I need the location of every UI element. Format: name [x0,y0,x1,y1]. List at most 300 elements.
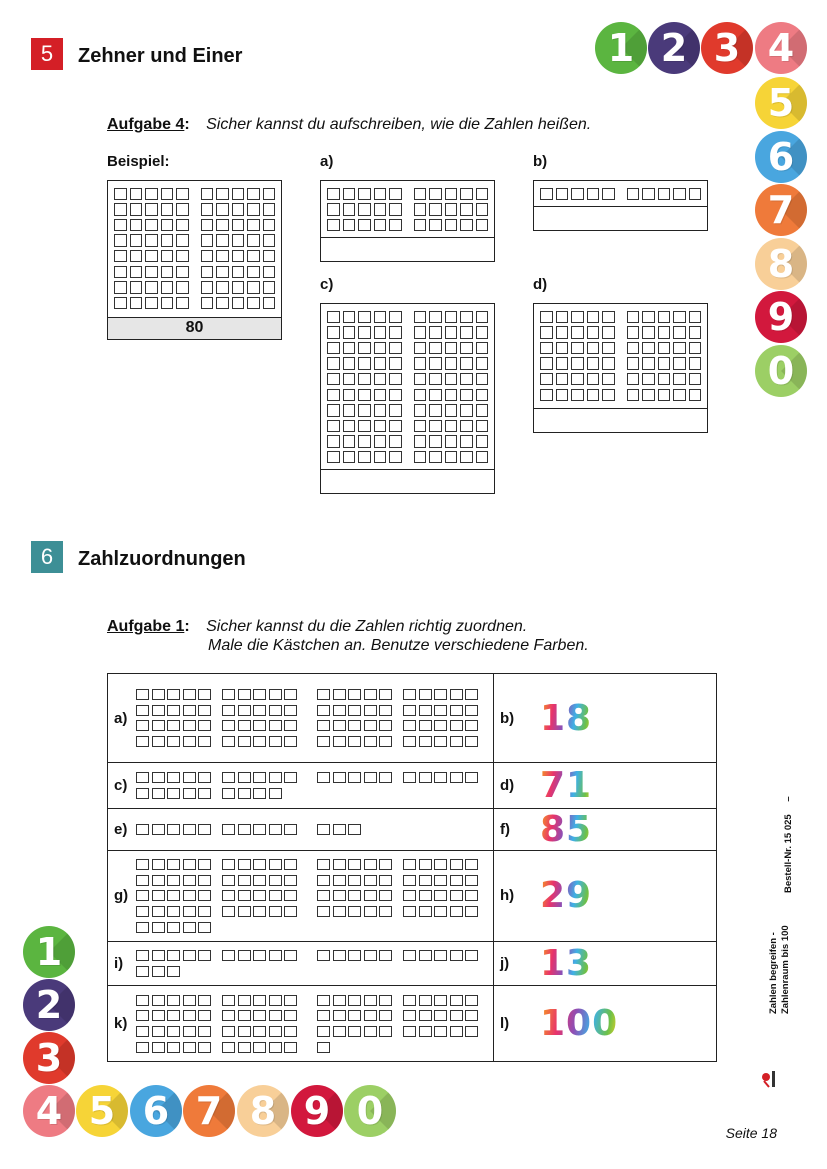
colorable-square[interactable] [450,875,463,886]
colorable-square[interactable] [284,824,297,835]
colorable-square[interactable] [434,950,447,961]
colorable-square[interactable] [198,689,211,700]
colorable-square[interactable] [136,922,149,933]
colorable-square[interactable] [317,890,330,901]
colorable-square[interactable] [167,1042,180,1053]
colorable-square[interactable] [317,1010,330,1021]
colorable-square[interactable] [269,875,282,886]
colorable-square[interactable] [198,720,211,731]
colorable-square[interactable] [152,720,165,731]
colorable-square[interactable] [379,689,392,700]
colorable-square[interactable] [348,772,361,783]
colorable-square[interactable] [152,890,165,901]
colorable-square[interactable] [136,875,149,886]
colorable-square[interactable] [152,950,165,961]
colorable-square[interactable] [465,736,478,747]
colorable-square[interactable] [348,906,361,917]
colorable-square[interactable] [348,1026,361,1037]
colorable-square[interactable] [364,1010,377,1021]
colorable-square[interactable] [284,736,297,747]
colorable-square[interactable] [167,995,180,1006]
colorable-square[interactable] [198,772,211,783]
colorable-square[interactable] [284,950,297,961]
colorable-square[interactable] [222,1010,235,1021]
colorable-square[interactable] [403,1026,416,1037]
colorable-square[interactable] [167,875,180,886]
colorable-square[interactable] [434,736,447,747]
colorable-square[interactable] [419,1026,432,1037]
colorable-square[interactable] [317,1042,330,1053]
colorable-square[interactable] [379,890,392,901]
colorable-square[interactable] [269,720,282,731]
colorable-square[interactable] [364,736,377,747]
colorable-square[interactable] [198,995,211,1006]
colorable-square[interactable] [284,906,297,917]
colorable-square[interactable] [136,1026,149,1037]
colorable-square[interactable] [465,890,478,901]
colorable-square[interactable] [450,906,463,917]
colorable-square[interactable] [333,720,346,731]
colorable-square[interactable] [183,736,196,747]
colorable-square[interactable] [198,906,211,917]
colorable-square[interactable] [284,1026,297,1037]
colorable-square[interactable] [465,995,478,1006]
colorable-square[interactable] [419,995,432,1006]
colorable-square[interactable] [222,890,235,901]
colorable-square[interactable] [269,1026,282,1037]
colorable-square[interactable] [333,859,346,870]
colorable-square[interactable] [450,705,463,716]
colorable-square[interactable] [152,859,165,870]
colorable-square[interactable] [167,1026,180,1037]
colorable-square[interactable] [379,995,392,1006]
colorable-square[interactable] [167,922,180,933]
colorable-square[interactable] [198,950,211,961]
colorable-square[interactable] [136,720,149,731]
colorable-square[interactable] [222,995,235,1006]
colorable-square[interactable] [198,705,211,716]
colorable-square[interactable] [222,788,235,799]
colorable-square[interactable] [238,1026,251,1037]
colorable-square[interactable] [348,1010,361,1021]
colorable-square[interactable] [317,906,330,917]
colorable-square[interactable] [253,772,266,783]
colorable-square[interactable] [317,720,330,731]
colorable-square[interactable] [333,875,346,886]
colorable-square[interactable] [379,950,392,961]
colorable-square[interactable] [253,736,266,747]
colorable-square[interactable] [379,736,392,747]
colorable-square[interactable] [403,1010,416,1021]
colorable-square[interactable] [364,720,377,731]
colorable-square[interactable] [465,1026,478,1037]
colorable-square[interactable] [450,890,463,901]
colorable-square[interactable] [364,950,377,961]
colorable-square[interactable] [434,859,447,870]
colorable-square[interactable] [333,995,346,1006]
colorable-square[interactable] [222,1026,235,1037]
colorable-square[interactable] [136,906,149,917]
answer-field-c[interactable] [321,469,494,493]
colorable-square[interactable] [136,859,149,870]
colorable-square[interactable] [364,995,377,1006]
colorable-square[interactable] [183,890,196,901]
colorable-square[interactable] [198,1010,211,1021]
colorable-square[interactable] [403,906,416,917]
colorable-square[interactable] [450,859,463,870]
colorable-square[interactable] [419,736,432,747]
colorable-square[interactable] [167,720,180,731]
colorable-square[interactable] [253,689,266,700]
colorable-square[interactable] [183,995,196,1006]
colorable-square[interactable] [317,705,330,716]
colorable-square[interactable] [465,772,478,783]
colorable-square[interactable] [364,689,377,700]
colorable-square[interactable] [317,950,330,961]
colorable-square[interactable] [253,995,266,1006]
colorable-square[interactable] [198,922,211,933]
colorable-square[interactable] [403,859,416,870]
colorable-square[interactable] [198,1026,211,1037]
colorable-square[interactable] [284,689,297,700]
colorable-square[interactable] [167,859,180,870]
colorable-square[interactable] [269,824,282,835]
colorable-square[interactable] [379,1010,392,1021]
colorable-square[interactable] [253,824,266,835]
colorable-square[interactable] [183,772,196,783]
colorable-square[interactable] [222,689,235,700]
colorable-square[interactable] [269,772,282,783]
colorable-square[interactable] [136,689,149,700]
colorable-square[interactable] [284,859,297,870]
colorable-square[interactable] [434,1026,447,1037]
colorable-square[interactable] [183,1042,196,1053]
colorable-square[interactable] [269,1010,282,1021]
colorable-square[interactable] [434,1010,447,1021]
colorable-square[interactable] [465,1010,478,1021]
colorable-square[interactable] [152,995,165,1006]
colorable-square[interactable] [284,1042,297,1053]
colorable-square[interactable] [348,859,361,870]
colorable-square[interactable] [434,689,447,700]
colorable-square[interactable] [167,890,180,901]
colorable-square[interactable] [364,772,377,783]
colorable-square[interactable] [222,1042,235,1053]
colorable-square[interactable] [434,705,447,716]
colorable-square[interactable] [136,890,149,901]
colorable-square[interactable] [269,736,282,747]
colorable-square[interactable] [450,720,463,731]
colorable-square[interactable] [136,966,149,977]
colorable-square[interactable] [419,772,432,783]
colorable-square[interactable] [434,890,447,901]
colorable-square[interactable] [238,995,251,1006]
colorable-square[interactable] [450,736,463,747]
colorable-square[interactable] [269,995,282,1006]
colorable-square[interactable] [136,1010,149,1021]
colorable-square[interactable] [167,824,180,835]
colorable-square[interactable] [167,1010,180,1021]
colorable-square[interactable] [238,705,251,716]
colorable-square[interactable] [167,788,180,799]
colorable-square[interactable] [183,788,196,799]
colorable-square[interactable] [419,890,432,901]
colorable-square[interactable] [183,824,196,835]
colorable-square[interactable] [269,890,282,901]
colorable-square[interactable] [152,922,165,933]
colorable-square[interactable] [450,1026,463,1037]
colorable-square[interactable] [379,705,392,716]
colorable-square[interactable] [284,890,297,901]
colorable-square[interactable] [379,1026,392,1037]
colorable-square[interactable] [183,689,196,700]
colorable-square[interactable] [238,875,251,886]
colorable-square[interactable] [198,890,211,901]
colorable-square[interactable] [152,689,165,700]
colorable-square[interactable] [222,906,235,917]
colorable-square[interactable] [419,689,432,700]
colorable-square[interactable] [222,875,235,886]
colorable-square[interactable] [419,1010,432,1021]
colorable-square[interactable] [434,720,447,731]
colorable-square[interactable] [333,950,346,961]
colorable-square[interactable] [348,689,361,700]
colorable-square[interactable] [238,950,251,961]
answer-field-b[interactable] [534,206,707,230]
colorable-square[interactable] [183,1026,196,1037]
colorable-square[interactable] [364,859,377,870]
colorable-square[interactable] [403,875,416,886]
colorable-square[interactable] [419,875,432,886]
colorable-square[interactable] [136,995,149,1006]
colorable-square[interactable] [379,859,392,870]
colorable-square[interactable] [317,875,330,886]
colorable-square[interactable] [348,875,361,886]
colorable-square[interactable] [348,995,361,1006]
colorable-square[interactable] [450,1010,463,1021]
colorable-square[interactable] [348,720,361,731]
colorable-square[interactable] [434,772,447,783]
colorable-square[interactable] [434,906,447,917]
colorable-square[interactable] [222,736,235,747]
colorable-square[interactable] [253,950,266,961]
colorable-square[interactable] [222,859,235,870]
colorable-square[interactable] [198,859,211,870]
colorable-square[interactable] [152,705,165,716]
colorable-square[interactable] [253,1042,266,1053]
colorable-square[interactable] [136,788,149,799]
colorable-square[interactable] [348,824,361,835]
colorable-square[interactable] [403,720,416,731]
colorable-square[interactable] [465,705,478,716]
colorable-square[interactable] [238,736,251,747]
colorable-square[interactable] [465,906,478,917]
colorable-square[interactable] [419,906,432,917]
colorable-square[interactable] [379,720,392,731]
colorable-square[interactable] [403,772,416,783]
colorable-square[interactable] [333,824,346,835]
colorable-square[interactable] [198,788,211,799]
colorable-square[interactable] [379,875,392,886]
answer-field-a[interactable] [321,237,494,261]
colorable-square[interactable] [419,705,432,716]
colorable-square[interactable] [152,788,165,799]
colorable-square[interactable] [167,966,180,977]
colorable-square[interactable] [465,720,478,731]
colorable-square[interactable] [465,950,478,961]
colorable-square[interactable] [167,772,180,783]
colorable-square[interactable] [253,720,266,731]
colorable-square[interactable] [269,906,282,917]
colorable-square[interactable] [183,906,196,917]
colorable-square[interactable] [183,720,196,731]
colorable-square[interactable] [222,772,235,783]
colorable-square[interactable] [183,922,196,933]
colorable-square[interactable] [317,772,330,783]
colorable-square[interactable] [364,1026,377,1037]
colorable-square[interactable] [403,705,416,716]
colorable-square[interactable] [317,689,330,700]
colorable-square[interactable] [450,689,463,700]
colorable-square[interactable] [238,906,251,917]
answer-field-d[interactable] [534,408,707,432]
colorable-square[interactable] [136,736,149,747]
colorable-square[interactable] [238,1010,251,1021]
colorable-square[interactable] [450,995,463,1006]
colorable-square[interactable] [253,859,266,870]
colorable-square[interactable] [167,705,180,716]
colorable-square[interactable] [238,689,251,700]
colorable-square[interactable] [152,736,165,747]
colorable-square[interactable] [136,772,149,783]
colorable-square[interactable] [269,705,282,716]
colorable-square[interactable] [434,995,447,1006]
colorable-square[interactable] [198,1042,211,1053]
colorable-square[interactable] [253,890,266,901]
colorable-square[interactable] [317,824,330,835]
colorable-square[interactable] [238,1042,251,1053]
colorable-square[interactable] [284,720,297,731]
colorable-square[interactable] [253,906,266,917]
colorable-square[interactable] [284,875,297,886]
colorable-square[interactable] [403,995,416,1006]
colorable-square[interactable] [136,705,149,716]
colorable-square[interactable] [152,772,165,783]
colorable-square[interactable] [238,890,251,901]
colorable-square[interactable] [198,736,211,747]
colorable-square[interactable] [183,1010,196,1021]
colorable-square[interactable] [465,689,478,700]
colorable-square[interactable] [152,906,165,917]
colorable-square[interactable] [269,1042,282,1053]
colorable-square[interactable] [284,1010,297,1021]
colorable-square[interactable] [403,736,416,747]
colorable-square[interactable] [238,772,251,783]
colorable-square[interactable] [364,875,377,886]
colorable-square[interactable] [284,772,297,783]
colorable-square[interactable] [198,875,211,886]
colorable-square[interactable] [167,736,180,747]
colorable-square[interactable] [333,890,346,901]
colorable-square[interactable] [238,720,251,731]
colorable-square[interactable] [379,772,392,783]
colorable-square[interactable] [333,906,346,917]
colorable-square[interactable] [238,859,251,870]
colorable-square[interactable] [348,890,361,901]
colorable-square[interactable] [333,689,346,700]
colorable-square[interactable] [253,1010,266,1021]
colorable-square[interactable] [269,859,282,870]
colorable-square[interactable] [253,1026,266,1037]
colorable-square[interactable] [253,705,266,716]
colorable-square[interactable] [419,720,432,731]
colorable-square[interactable] [152,824,165,835]
colorable-square[interactable] [333,736,346,747]
colorable-square[interactable] [317,736,330,747]
colorable-square[interactable] [222,705,235,716]
colorable-square[interactable] [152,966,165,977]
colorable-square[interactable] [348,950,361,961]
colorable-square[interactable] [403,689,416,700]
colorable-square[interactable] [183,950,196,961]
colorable-square[interactable] [136,950,149,961]
colorable-square[interactable] [379,906,392,917]
colorable-square[interactable] [364,906,377,917]
colorable-square[interactable] [152,1042,165,1053]
colorable-square[interactable] [403,890,416,901]
colorable-square[interactable] [450,772,463,783]
colorable-square[interactable] [269,788,282,799]
colorable-square[interactable] [167,689,180,700]
colorable-square[interactable] [450,950,463,961]
colorable-square[interactable] [333,705,346,716]
colorable-square[interactable] [183,875,196,886]
colorable-square[interactable] [167,906,180,917]
colorable-square[interactable] [253,788,266,799]
colorable-square[interactable] [198,824,211,835]
colorable-square[interactable] [364,705,377,716]
colorable-square[interactable] [317,1026,330,1037]
colorable-square[interactable] [317,995,330,1006]
colorable-square[interactable] [152,1010,165,1021]
colorable-square[interactable] [419,950,432,961]
colorable-square[interactable] [419,859,432,870]
colorable-square[interactable] [317,859,330,870]
colorable-square[interactable] [222,824,235,835]
colorable-square[interactable] [333,772,346,783]
colorable-square[interactable] [269,950,282,961]
colorable-square[interactable] [364,890,377,901]
colorable-square[interactable] [152,1026,165,1037]
colorable-square[interactable] [136,824,149,835]
colorable-square[interactable] [238,788,251,799]
colorable-square[interactable] [465,875,478,886]
colorable-square[interactable] [348,705,361,716]
colorable-square[interactable] [403,950,416,961]
colorable-square[interactable] [333,1010,346,1021]
colorable-square[interactable] [222,720,235,731]
colorable-square[interactable] [222,950,235,961]
colorable-square[interactable] [136,1042,149,1053]
colorable-square[interactable] [167,950,180,961]
colorable-square[interactable] [183,705,196,716]
colorable-square[interactable] [253,875,266,886]
colorable-square[interactable] [238,824,251,835]
colorable-square[interactable] [465,859,478,870]
colorable-square[interactable] [348,736,361,747]
colorable-square[interactable] [183,859,196,870]
colorable-square[interactable] [333,1026,346,1037]
